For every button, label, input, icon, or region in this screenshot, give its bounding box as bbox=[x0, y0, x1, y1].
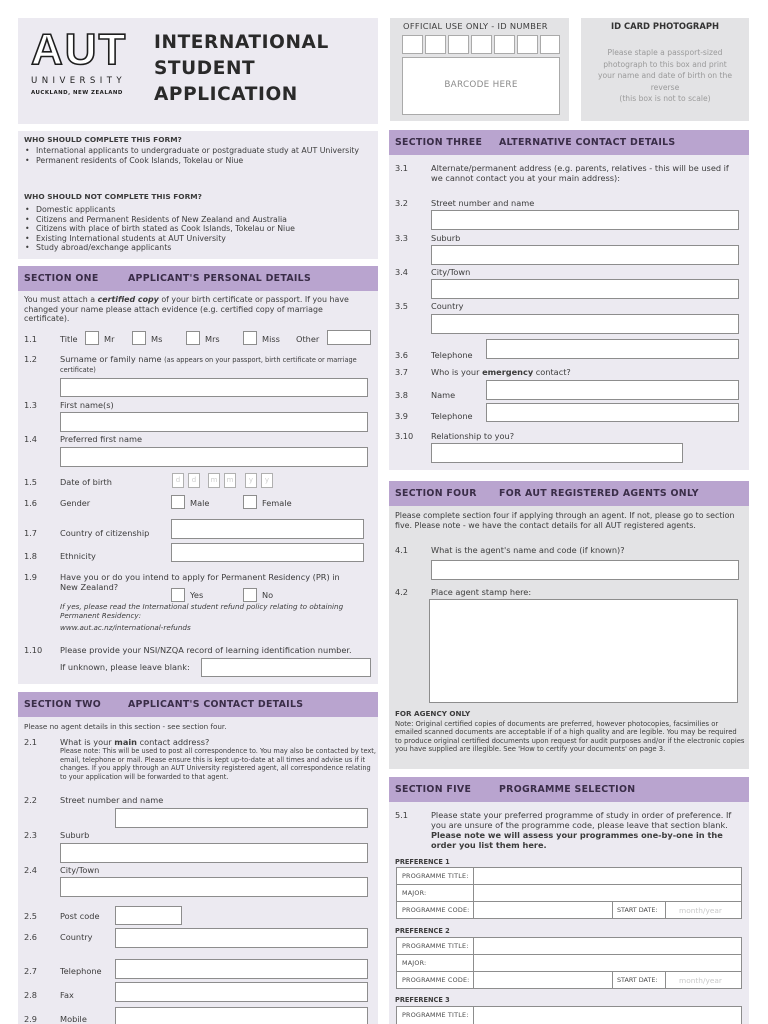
q-number: 1.7 bbox=[24, 528, 38, 538]
male-label: Male bbox=[190, 498, 210, 508]
emergency-telephone-label: Telephone bbox=[431, 411, 473, 421]
title-line-2: STUDENT bbox=[154, 58, 256, 79]
q-number: 2.4 bbox=[24, 865, 38, 875]
title-line-3: APPLICATION bbox=[154, 84, 298, 105]
official-use-label: OFFICIAL USE ONLY - ID NUMBER bbox=[403, 21, 548, 31]
ethnicity-field[interactable] bbox=[171, 543, 364, 562]
telephone-field[interactable] bbox=[115, 959, 368, 979]
section-three-header bbox=[389, 130, 749, 155]
section-number: SECTION THREE bbox=[395, 136, 483, 148]
emergency-name-label: Name bbox=[431, 390, 456, 400]
country-field[interactable] bbox=[115, 928, 368, 948]
nsi-field[interactable] bbox=[201, 658, 371, 677]
section-four-header bbox=[389, 481, 749, 506]
section-number: SECTION ONE bbox=[24, 272, 99, 284]
title-ms-checkbox[interactable] bbox=[132, 331, 146, 345]
id-digit-box[interactable] bbox=[540, 35, 560, 54]
first-name-field[interactable] bbox=[60, 412, 368, 432]
section-two-intro: Please no agent details in this section - see section four. bbox=[24, 722, 227, 731]
section-five bbox=[389, 777, 749, 1024]
section-two-header bbox=[18, 692, 378, 717]
section-number: SECTION FOUR bbox=[395, 487, 477, 499]
programme-title-row[interactable]: PROGRAMME TITLE: bbox=[397, 938, 741, 955]
alt-street-field[interactable] bbox=[431, 210, 739, 230]
photo-note: (this box is not to scale) bbox=[619, 94, 711, 103]
q-number: 1.1 bbox=[24, 334, 38, 344]
list-item: • Citizens with place of birth stated as Cook Islands, Tokelau or Niue bbox=[25, 224, 295, 234]
mobile-field[interactable] bbox=[115, 1007, 368, 1024]
section-one-header bbox=[18, 266, 378, 291]
alt-suburb-label: Suburb bbox=[431, 233, 461, 243]
q-number: 5.1 bbox=[395, 810, 409, 820]
q-number: 3.6 bbox=[395, 350, 409, 360]
pr-yes-checkbox[interactable] bbox=[171, 588, 185, 602]
postcode-field[interactable] bbox=[115, 906, 182, 925]
title-other-field[interactable] bbox=[327, 330, 371, 345]
who-should-not-list bbox=[24, 205, 364, 253]
dob-day-digit[interactable]: d bbox=[172, 473, 184, 488]
who-should-not-title: WHO SHOULD NOT COMPLETE THIS FORM? bbox=[24, 192, 202, 201]
dob-year-digit[interactable]: y bbox=[261, 473, 273, 488]
pr-url: www.aut.ac.nz/international-refunds bbox=[60, 623, 191, 632]
id-digit-box[interactable] bbox=[425, 35, 446, 54]
main-address-note: Please note: This will be used to post all correspondence to. You may also be contacted by text, email, telephone or mail. Please ensure this is kept up-to-date at all times and advise us if it changes. If you apply through an AUT University registered agent, all correspondence relating to your application will be forwarded to that agent. bbox=[60, 747, 376, 781]
mobile-label: Mobile bbox=[60, 1014, 87, 1024]
photo-instructions: Please staple a passport-sized photograph to this box and print your name and date of birth on the reverse bbox=[598, 48, 732, 92]
section-one bbox=[18, 266, 378, 684]
form-title bbox=[154, 30, 329, 108]
q-number: 1.2 bbox=[24, 354, 38, 364]
title-mr-checkbox[interactable] bbox=[85, 331, 99, 345]
section-title: PROGRAMME SELECTION bbox=[499, 783, 636, 795]
id-digit-box[interactable] bbox=[402, 35, 423, 54]
section-five-header bbox=[389, 777, 749, 802]
q-number: 3.1 bbox=[395, 163, 409, 173]
q-number: 2.1 bbox=[24, 737, 38, 747]
logo-univ: UNIVERSITY bbox=[31, 76, 127, 86]
first-name-label: First name(s) bbox=[60, 400, 114, 410]
alt-city-field[interactable] bbox=[431, 279, 739, 299]
citizenship-label: Country of citizenship bbox=[60, 528, 150, 538]
preference-2-table bbox=[396, 937, 742, 989]
programme-code-row[interactable]: PROGRAMME CODE: START DATE: month/year bbox=[397, 902, 741, 919]
alt-street-label: Street number and name bbox=[431, 198, 535, 208]
gender-male-checkbox[interactable] bbox=[171, 495, 185, 509]
section-two bbox=[18, 692, 378, 1024]
dob-day-digit[interactable]: d bbox=[188, 473, 200, 488]
q-number: 2.5 bbox=[24, 911, 38, 921]
city-label: City/Town bbox=[60, 865, 100, 875]
agent-stamp-box[interactable] bbox=[429, 599, 738, 703]
opt-label: Ms bbox=[151, 334, 163, 344]
postcode-label: Post code bbox=[60, 911, 100, 921]
logo-loc: AUCKLAND, NEW ZEALAND bbox=[31, 90, 123, 97]
q-number: 4.1 bbox=[395, 545, 409, 555]
fax-field[interactable] bbox=[115, 982, 368, 1002]
q-number: 2.3 bbox=[24, 830, 38, 840]
agent-name-field[interactable] bbox=[431, 560, 739, 580]
who-should-title: WHO SHOULD COMPLETE THIS FORM? bbox=[24, 135, 182, 144]
alt-country-field[interactable] bbox=[431, 314, 739, 334]
title-line-1: INTERNATIONAL bbox=[154, 32, 329, 53]
title-label: Title bbox=[60, 334, 78, 344]
pr-question: Have you or do you intend to apply for Permanent Residency (PR) in New Zealand? bbox=[60, 572, 340, 592]
dob-label: Date of birth bbox=[60, 477, 112, 487]
q-number: 3.7 bbox=[395, 367, 409, 377]
who-should-list bbox=[24, 146, 364, 165]
barcode-box: BARCODE HERE bbox=[402, 57, 560, 115]
relationship-label: Relationship to you? bbox=[431, 431, 515, 441]
pr-no-checkbox[interactable] bbox=[243, 588, 257, 602]
preference-1-table bbox=[396, 867, 742, 919]
opt-label: Mr bbox=[104, 334, 115, 344]
opt-label: Miss bbox=[262, 334, 280, 344]
major-row[interactable]: MAJOR: bbox=[397, 885, 741, 902]
section-four bbox=[389, 481, 749, 769]
q-number: 2.2 bbox=[24, 795, 38, 805]
q-number: 3.10 bbox=[395, 431, 414, 441]
yes-label: Yes bbox=[190, 590, 204, 600]
section-title: ALTERNATIVE CONTACT DETAILS bbox=[499, 136, 676, 148]
citizenship-field[interactable] bbox=[171, 519, 364, 539]
q-number: 3.8 bbox=[395, 390, 409, 400]
section-title: FOR AUT REGISTERED AGENTS ONLY bbox=[499, 487, 699, 499]
alt-telephone-field[interactable] bbox=[486, 339, 739, 359]
preference-3-label: PREFERENCE 3 bbox=[395, 996, 450, 1004]
section-three bbox=[389, 130, 749, 470]
suburb-field[interactable] bbox=[60, 843, 368, 863]
photo-panel bbox=[581, 18, 749, 121]
list-item: • Existing International students at AUT University bbox=[25, 233, 226, 243]
section-number: SECTION FIVE bbox=[395, 783, 472, 795]
dob-month-digit[interactable]: m bbox=[208, 473, 220, 488]
suburb-label: Suburb bbox=[60, 830, 90, 840]
surname-label: Surname or family name (as appears on your passport, birth certificate or marriage certificate) bbox=[60, 354, 357, 375]
gender-female-checkbox[interactable] bbox=[243, 495, 257, 509]
q-number: 3.2 bbox=[395, 198, 409, 208]
main-address-q: What is your main contact address? bbox=[60, 737, 210, 747]
q-number: 1.10 bbox=[24, 645, 43, 655]
agency-only-note: Note: Original certified copies of documents are preferred, however photocopies, facsimilies or emailed scanned documents are acceptable if of a high quality and are legible. You may be required to produce original certified documents upon request for audit purposes and/or if the electronic copies you have supplied are illegible. See 'How to certify your documents' on page 3. bbox=[395, 720, 745, 754]
dob-month-digit[interactable]: m bbox=[224, 473, 236, 488]
header-panel bbox=[18, 18, 378, 124]
id-digit-box[interactable] bbox=[494, 35, 515, 54]
list-item: • Domestic applicants bbox=[25, 205, 116, 214]
q-number: 2.8 bbox=[24, 990, 38, 1000]
alt-address-q: Alternate/permanent address (e.g. parents, relatives - this will be used if we cannot contact you at your main address): bbox=[431, 163, 729, 183]
nsi-unknown-label: If unknown, please leave blank: bbox=[60, 662, 190, 672]
q-number: 1.3 bbox=[24, 400, 38, 410]
opt-label: Mrs bbox=[205, 334, 220, 344]
aut-logo bbox=[31, 25, 129, 108]
preference-1-label: PREFERENCE 1 bbox=[395, 858, 450, 866]
street-label: Street number and name bbox=[60, 795, 164, 805]
agent-name-label: What is the agent's name and code (if known)? bbox=[431, 545, 625, 555]
list-item: • International applicants to undergraduate or postgraduate study at AUT University bbox=[25, 146, 360, 155]
q-number: 1.8 bbox=[24, 551, 38, 561]
street-field[interactable] bbox=[115, 808, 368, 828]
id-digit-box[interactable] bbox=[517, 35, 538, 54]
alt-city-label: City/Town bbox=[431, 267, 471, 277]
section-one-intro: You must attach a certified copy of your birth certificate or passport. If you have changed your name please attach evidence (e.g. certified copy of marriage certificate). bbox=[24, 295, 349, 324]
title-mrs-checkbox[interactable] bbox=[186, 331, 200, 345]
relationship-field[interactable] bbox=[431, 443, 683, 463]
city-field[interactable] bbox=[60, 877, 368, 897]
major-row[interactable]: MAJOR: bbox=[397, 955, 741, 972]
preferred-name-label: Preferred first name bbox=[60, 434, 143, 444]
gender-label: Gender bbox=[60, 498, 91, 508]
alt-telephone-label: Telephone bbox=[431, 350, 473, 360]
agent-stamp-label: Place agent stamp here: bbox=[431, 587, 532, 597]
list-item: • Study abroad/exchange applicants bbox=[25, 243, 172, 253]
preference-2-label: PREFERENCE 2 bbox=[395, 927, 450, 935]
id-digit-box[interactable] bbox=[448, 35, 469, 54]
q-number: 4.2 bbox=[395, 587, 409, 597]
q-number: 1.5 bbox=[24, 477, 38, 487]
q-number: 2.7 bbox=[24, 966, 38, 976]
agency-only-title: FOR AGENCY ONLY bbox=[395, 709, 471, 718]
title-miss-checkbox[interactable] bbox=[243, 331, 257, 345]
q-number: 1.9 bbox=[24, 572, 38, 582]
programme-title-row[interactable]: PROGRAMME TITLE: bbox=[397, 868, 741, 885]
alt-suburb-field[interactable] bbox=[431, 245, 739, 265]
q-number: 3.4 bbox=[395, 267, 409, 277]
section-four-intro: Please complete section four if applying through an agent. If not, please go to section five. Please note - we have the contact details for all AUT registered agents. bbox=[395, 511, 735, 530]
q-number: 2.9 bbox=[24, 1014, 38, 1024]
surname-field[interactable] bbox=[60, 378, 368, 397]
eligibility-panel bbox=[18, 131, 378, 259]
opt-label: Other bbox=[296, 334, 320, 344]
q-number: 1.6 bbox=[24, 498, 38, 508]
programme-code-row[interactable]: PROGRAMME CODE: START DATE: month/year bbox=[397, 972, 741, 989]
logo-main: AUT bbox=[31, 25, 128, 74]
dob-year-digit[interactable]: y bbox=[245, 473, 257, 488]
alt-country-label: Country bbox=[431, 301, 464, 311]
ethnicity-label: Ethnicity bbox=[60, 551, 96, 561]
preferred-name-field[interactable] bbox=[60, 447, 368, 467]
female-label: Female bbox=[262, 498, 292, 508]
list-item: • Permanent residents of Cook Islands, Tokelau or Niue bbox=[25, 155, 244, 165]
q-number: 3.5 bbox=[395, 301, 409, 311]
emergency-telephone-field[interactable] bbox=[486, 403, 739, 422]
id-digit-box[interactable] bbox=[471, 35, 492, 54]
section-title: APPLICANT'S CONTACT DETAILS bbox=[128, 698, 304, 710]
pr-note: If yes, please read the International student refund policy relating to obtaining Permanent Residency: bbox=[60, 602, 344, 620]
q-number: 3.9 bbox=[395, 411, 409, 421]
country-label: Country bbox=[60, 932, 93, 942]
programme-title-row[interactable]: PROGRAMME TITLE: bbox=[397, 1007, 741, 1024]
section-number: SECTION TWO bbox=[24, 698, 102, 710]
emergency-name-field[interactable] bbox=[486, 380, 739, 400]
section-title: APPLICANT'S PERSONAL DETAILS bbox=[128, 272, 311, 284]
q-number: 1.4 bbox=[24, 434, 38, 444]
telephone-label: Telephone bbox=[60, 966, 102, 976]
emergency-q: Who is your emergency contact? bbox=[431, 367, 571, 377]
photo-title: ID CARD PHOTOGRAPH bbox=[611, 21, 719, 31]
nsi-label: Please provide your NSI/NZQA record of learning identification number. bbox=[60, 645, 352, 655]
programme-q: Please state your preferred programme of study in order of preference. If you are unsure of the programme code, please leave that section blank. Please note we will assess your programmes one-by-one in the order you list them here. bbox=[431, 810, 732, 850]
q-number: 3.3 bbox=[395, 233, 409, 243]
preference-3-table bbox=[396, 1006, 742, 1024]
fax-label: Fax bbox=[60, 990, 74, 1000]
q-number: 2.6 bbox=[24, 932, 38, 942]
list-item: • Citizens and Permanent Residents of New Zealand and Australia bbox=[25, 214, 287, 224]
no-label: No bbox=[262, 590, 274, 600]
official-use-panel bbox=[390, 18, 569, 121]
